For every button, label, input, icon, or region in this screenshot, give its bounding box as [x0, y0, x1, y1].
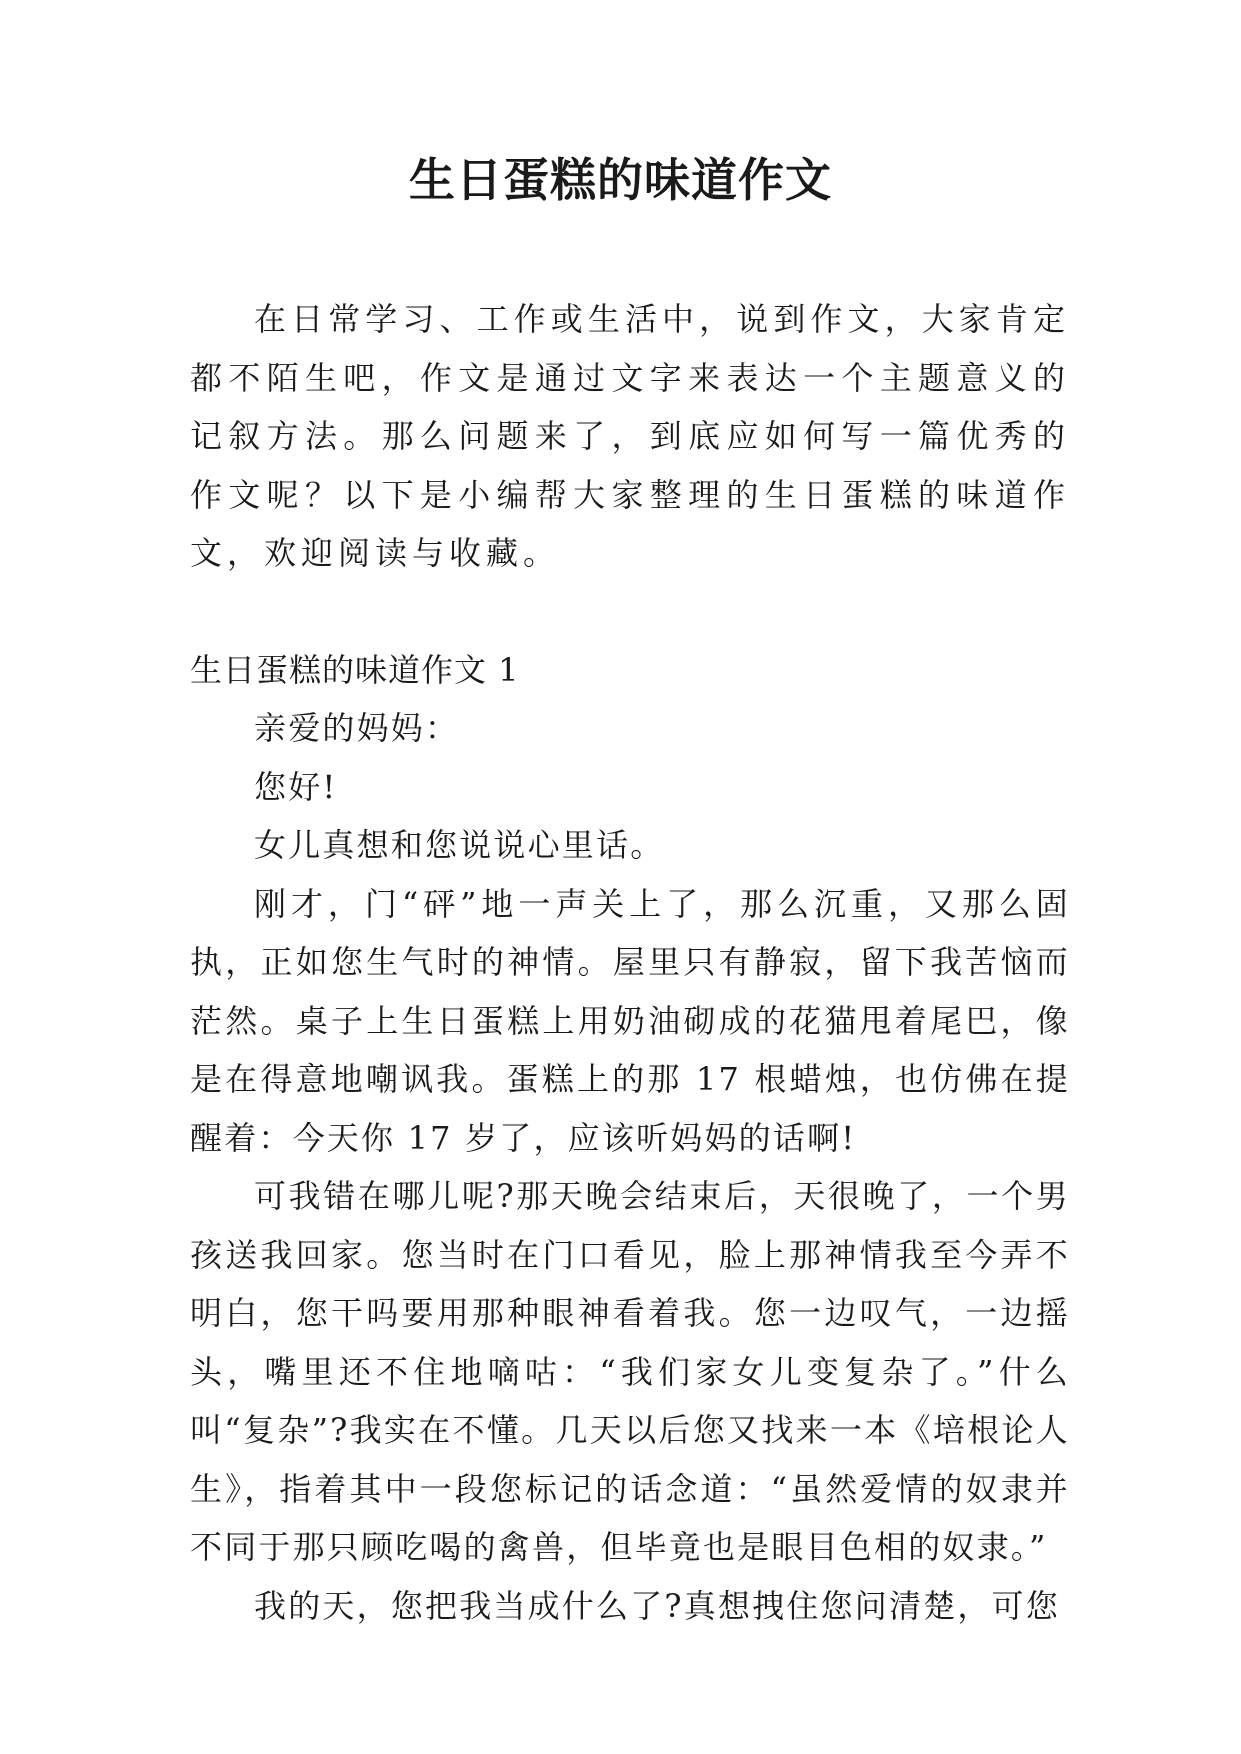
body-paragraph: 女儿真想和您说说心里话。 [254, 826, 665, 864]
paragraph-gap [190, 583, 1070, 641]
salutation: 亲爱的妈妈： [254, 709, 460, 747]
intro-paragraph: 在日常学习、工作或生活中，说到作文，大家肯定都不陌生吧，作文是通过文字来表达一个主题意义的记叙方法。那么问题来了，到底应如何写一篇优秀的作文呢？以下是小编帮大家整理的生日蛋糕的味道作文，欢迎阅读与收藏。 [190, 300, 1070, 572]
body-paragraph: 刚才，门“砰”地一声关上了，那么沉重，又那么固执，正如您生气时的神情。屋里只有静寂，留下我苦恼而茫然。桌子上生日蛋糕上用奶油砌成的花猫甩着尾巴，像是在得意地嘲讽我。蛋糕上的那 17 根蜡烛，也仿佛在提醒着：今天你 17 岁了，应该听妈妈的话啊! [190, 884, 1070, 1157]
document-title: 生日蛋糕的味道作文 [409, 153, 832, 207]
body-paragraph: 可我错在哪儿呢?那天晚会结束后，天很晚了，一个男孩送我回家。您当时在门口看见，脸上那神情我至今弄不明白，您干吗要用那种眼神看着我。您一边叹气，一边摇头，嘴里还不住地嘀咕：“我们家女儿变复杂了。”什么叫“复杂”?我实在不懂。几天以后您又找来一本《培根论人生》，指着其中一段您标记的话念道：“虽然爱情的奴隶并不同于那只顾吃喝的禽兽，但毕竟也是眼目色相的奴隶。” [190, 1177, 1070, 1566]
document-body [190, 290, 1070, 1635]
greeting: 您好! [254, 767, 338, 806]
body-paragraph: 我的天，您把我当成什么了?真想拽住您问清楚，可您 [254, 1586, 1060, 1625]
section-heading: 生日蛋糕的味道作文 1 [190, 650, 520, 689]
